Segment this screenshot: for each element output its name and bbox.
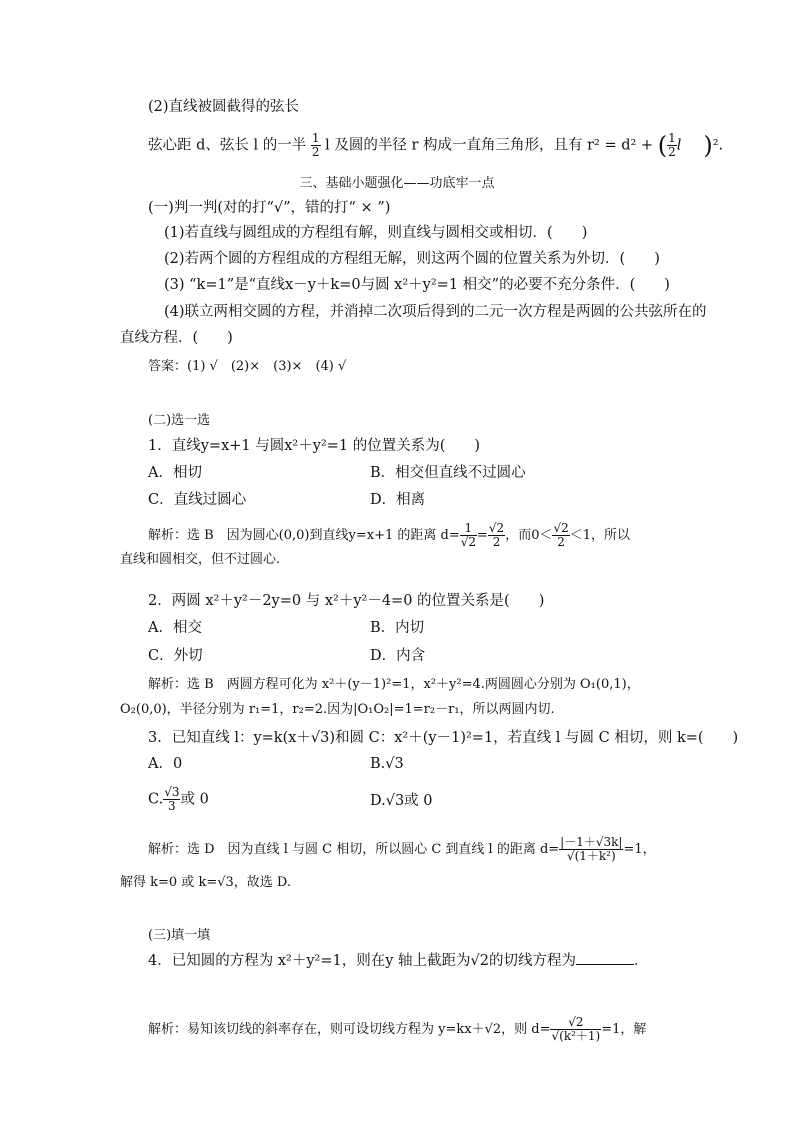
q4-stem-end: ．	[633, 953, 649, 969]
chord-text-before: 弦心距 d、弦长 l 的一半	[148, 137, 307, 154]
q3-stem: 3．已知直线 l：y=k(x＋√3)和圆 C：x²＋(y－1)²=1，若直线 l 与圆 C 相切，则 k=( )	[148, 730, 739, 746]
left-paren: (	[657, 131, 668, 160]
q3-option-c-label: C.	[148, 791, 164, 808]
q2-analysis-line1: 解析：选 B 两圆方程可化为 x²＋(y－1)²=1，x²＋y²=4.两圆圆心分别为 O₁(0,1)，	[148, 677, 640, 692]
q4-analysis-end: =1，解	[601, 1022, 647, 1037]
half-l-denominator: 2	[668, 145, 676, 159]
q3-option-b: B.√3	[370, 756, 404, 772]
chord-text-mid: l 及圆的半径 r 构成一直角三角形，且有 r² = d² +	[325, 137, 654, 154]
q2-option-c: C．外切	[148, 648, 203, 664]
q2-analysis-line2: O₂(0,0)，半径分别为 r₁=1，r₂=2.因为|O₁O₂|=1=r₂－r₁，所以两圆内切.	[120, 702, 555, 717]
q4-stem	[148, 950, 648, 972]
q1-frac-den: √2	[460, 535, 476, 549]
q3-option-c-suffix: 或 0	[180, 791, 209, 808]
q1-stem: 1．直线y=x+1 与圆x²＋y²=1 的位置关系为( )	[148, 438, 481, 454]
q3-option-c	[148, 786, 209, 813]
half-l-numerator: 1	[668, 131, 676, 145]
q3-analysis-end: =1，	[623, 842, 656, 857]
q3-dist-den: √(1＋k²)	[566, 849, 616, 863]
judge-item-3: (3) “k=1”是“直线x－y＋k=0与圆 x²＋y²=1 相交”的必要不充分条件．( )	[164, 277, 670, 293]
q4-stem-text: 4．已知圆的方程为 x²＋y²=1，则在y 轴上截距为√2的切线方程为	[148, 953, 576, 969]
heading-chord-length: (2)直线被圆截得的弦长	[148, 99, 300, 115]
judge-item-2: (2)若两个圆的方程组成的方程组无解，则这两个圆的位置关系为外切．( )	[164, 251, 660, 267]
q4-dist-num: √2	[550, 1016, 601, 1030]
q3-analysis-text: 解析：选 D 因为直线 l 与圆 C 相切，所以圆心 C 到直线 l 的距离 d=	[148, 842, 560, 857]
q1-frac2-num: √2	[488, 521, 505, 535]
q3-c-den: 3	[168, 799, 176, 813]
q4-analysis-line1	[148, 1016, 646, 1043]
judge-item-4-cont: 直线方程．( )	[120, 330, 233, 346]
half-fraction-denominator: 2	[311, 145, 320, 159]
q3-analysis-line2: 解得 k=0 或 k=√3，故选 D.	[120, 875, 291, 890]
section-title: 三、基础小题强化——功底牢一点	[299, 176, 495, 191]
q1-frac3-num: √2	[553, 521, 569, 535]
q1-analysis-line1: 解析：选 B 因为圆心(0,0)到直线y=x+1 的距离 d= $\frac{1}{√2}$ = $\frac{√2}{2}$ ，而0＜ $\frac{√2}{2}$ ＜1，所以	[148, 521, 631, 549]
q4-distance-fraction	[550, 1016, 601, 1043]
q3-option-c-fraction	[163, 786, 180, 813]
q2-option-a: A．相交	[148, 620, 202, 636]
q1-option-a: A．相切	[148, 465, 202, 481]
judge-answer: 答案：(1) √ (2)× (3)× (4) √	[148, 359, 347, 374]
q1-frac3-den: 2	[557, 535, 565, 549]
q4-answer-blank[interactable]	[576, 950, 634, 965]
q3-c-num: √3	[164, 785, 180, 799]
judge-item-4: (4)联立两相交圆的方程，并消掉二次项后得到的二元一次方程是两圆的公共弦所在的	[164, 304, 707, 320]
judge-item-1: (1)若直线与圆组成的方程组有解，则直线与圆相交或相切．( )	[164, 225, 588, 241]
q2-option-d: D．内含	[370, 648, 426, 664]
q4-analysis-text: 解析：易知该切线的斜率存在，则可设切线方程为 y=kx＋√2，则 d=	[148, 1022, 551, 1037]
q3-analysis-line1	[148, 836, 656, 863]
q4-dist-den: √(k²＋1)	[551, 1029, 601, 1043]
q1-analysis-mid: ，而0＜	[505, 528, 553, 543]
q1-fraction-d	[460, 522, 477, 549]
q1-option-d: D．相离	[370, 492, 426, 508]
half-fraction-numerator: 1	[311, 131, 320, 145]
q1-option-c: C．直线过圆心	[148, 492, 247, 508]
q1-frac-num: 1	[460, 522, 477, 536]
q3-option-d: D.√3或 0	[370, 793, 433, 809]
chord-text-end: ².	[712, 137, 724, 154]
q1-frac2-den: 2	[492, 535, 501, 549]
q2-stem: 2．两圆 x²＋y²－2y=0 与 x²＋y²－4=0 的位置关系是( )	[148, 593, 545, 609]
judge-heading: (一)判一判(对的打“√”，错的打“ × ”)	[148, 200, 391, 216]
fill-heading: (三)填一填	[148, 928, 211, 943]
q1-fraction-d2	[488, 522, 505, 549]
q3-distance-fraction	[559, 836, 623, 863]
q3-option-a: A．0	[148, 756, 183, 772]
half-fraction	[311, 132, 321, 159]
q1-fraction-ineq	[552, 522, 569, 549]
q3-dist-num: |－1＋√3k|	[560, 835, 623, 849]
q1-analysis-end: ＜1，所以	[569, 528, 631, 543]
q2-option-b: B．内切	[370, 620, 425, 636]
q1-option-b: B．相交但直线不过圆心	[370, 465, 526, 481]
right-paren: )	[703, 131, 713, 160]
half-l-fraction	[667, 132, 677, 159]
chord-formula-line: 弦心距 d、弦长 l 的一半 $\frac{1}{2}$ l 及圆的半径 r 构成一直角三角形，且有 r² = d² + ( $\frac{1}{2}$ l )².	[148, 131, 724, 160]
q1-analysis-line2: 直线和圆相交，但不过圆心.	[120, 552, 281, 567]
q1-analysis-text: 解析：选 B 因为圆心(0,0)到直线y=x+1 的距离 d=	[148, 528, 460, 543]
choose-heading: (二)选一选	[148, 413, 211, 428]
